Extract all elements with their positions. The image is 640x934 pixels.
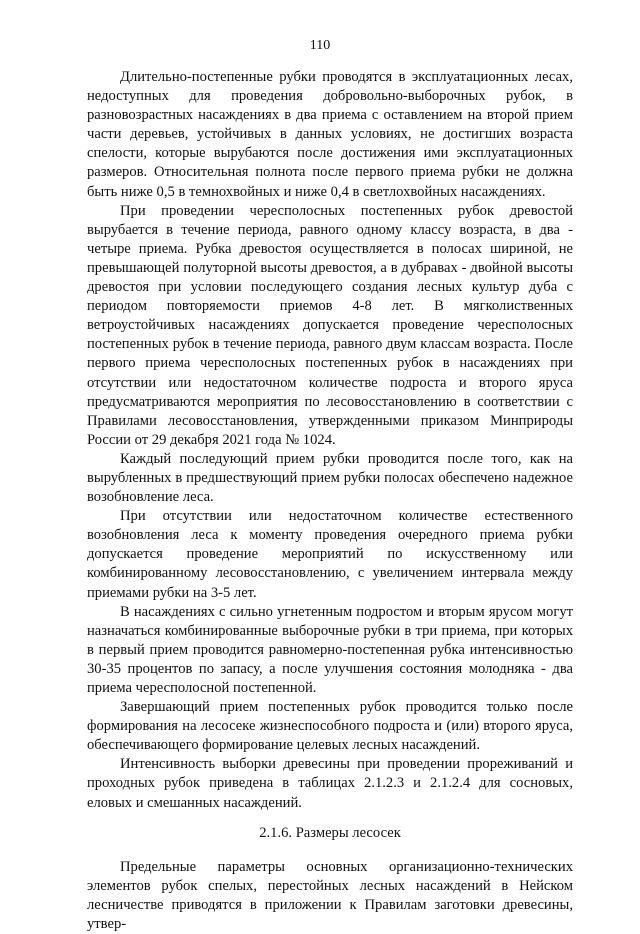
page-number: 110 [309,38,331,53]
paragraph-strip-felling: При проведении чересполосных постепенных рубок древостой вырубается в течение периода, равного одному классу возраста, в два - четыре приема. Рубка древостоя осуществляется в полосах шириной, не превышающей полуторной высоты древостоя, а в дубравах - двойной высоты древостоя при условии последующего создания лесных культур дуба с периодом повторяемости приемов 4-8 лет. В мягколиственных ветроустойчивых насаждениях допускается проведение чересполосных постепенных рубок в течение периода, равного двум классам возраста. После первого приема чересполосных постепенных рубок в насаждениях при отсутствии или недостаточном количестве подроста и второго яруса предусматриваются мероприятия по лесовосстановлению в соответствии с Правилами лесовосстановления, утвержденными приказом Минприроды России от 29 декабря 2021 года № 1024. [87,202,573,448]
paragraph-combined-selective-felling: В насаждениях с сильно угнетенным подростом и вторым ярусом могут назначаться комбинированные выборочные рубки в три приема, при которых в первый прием проводится равномерно-постепенная рубка интенсивностью 30-35 процентов по запасу, а после улучшения состояния молодняка - два приема чересполосной постепенной. [87,603,573,696]
paragraph-subsequent-stage: Каждый последующий прием рубки проводится после того, как на вырубленных в предшествующий прием рубки полосах обеспечено надежное возобновление леса. [87,450,573,506]
paragraph-insufficient-regeneration: При отсутствии или недостаточном количестве естественного возобновления леса к моменту проведения очередного приема рубки допускается проведение мероприятий по искусственному или комбинированному лесовосстановлению, с увеличением интервала между приемами рубки на 3-5 лет. [87,508,573,601]
paragraph-limit-parameters: Предельные параметры основных организационно-технических элементов рубок спелых, перестойных лесных насаждений в Нейском лесничестве приводятся в приложении к Правилам заготовки древесины, утвер- [87,858,573,933]
page-body [87,68,573,934]
paragraph-long-gradual-felling: Длительно-постепенные рубки проводятся в эксплуатационных лесах, недоступных для проведения добровольно-выборочных рубок, в разновозрастных насаждениях в два приема с оставлением на второй прием части деревьев, устойчивых в данных условиях, не достигших возраста спелости, которые вырубаются после достижения ими эксплуатационных размеров. Относительная полнота после первого приема рубки не должна быть ниже 0,5 в темнохвойных и ниже 0,4 в светлохвойных насаждениях. [87,69,573,200]
paragraph-thinning-intensity: Интенсивность выборки древесины при проведении прореживаний и проходных рубок приведена в таблицах 2.1.2.3 и 2.1.2.4 для сосновых, еловых и смешанных насаждений. [87,756,573,811]
section-heading: 2.1.6. Размеры лесосек [259,824,401,841]
paragraph-final-stage: Завершающий прием постепенных рубок проводится только после формирования на лесосеке жизнеспособного подроста и (или) второго яруса, обеспечивающего формирование целевых лесных насаждений. [87,699,573,754]
